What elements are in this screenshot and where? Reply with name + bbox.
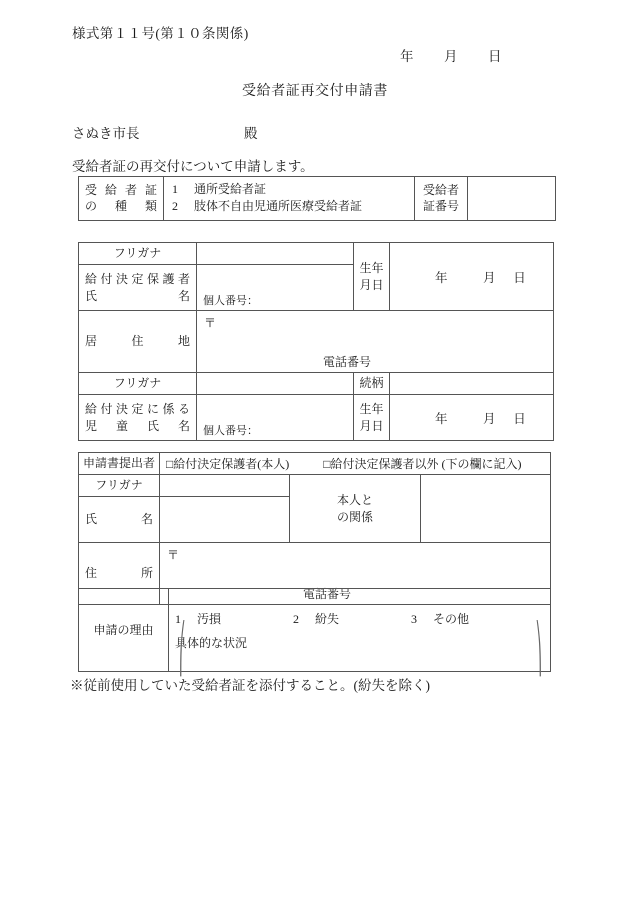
option-number: 3: [411, 611, 417, 626]
submitter-checkbox-cell: [160, 453, 551, 475]
child-relation-label: 続柄: [354, 373, 390, 395]
cert-number-label-line1: 受給者: [422, 183, 459, 198]
addressee-honorific: 殿: [244, 126, 258, 141]
table-row: [79, 373, 554, 395]
birth-day-label: 日: [513, 411, 526, 426]
reason-table: [78, 588, 551, 676]
submitter-furigana-input[interactable]: [160, 475, 290, 497]
submitter-relation-label-line1: 本人と: [336, 493, 373, 508]
submitter-tel-label: 電話番号: [302, 587, 351, 601]
birth-month-label: 月: [482, 270, 496, 285]
guardian-name-label-line2: 氏名: [85, 288, 190, 303]
residence-tel-field[interactable]: [197, 353, 553, 370]
page-title: 受給者証再交付申請書: [242, 84, 388, 99]
table-row: [79, 177, 556, 221]
submitter-address-label-text: 住所: [85, 566, 153, 581]
guardian-name-label-line1: 給付決定保護者: [85, 272, 190, 287]
postal-mark-icon: 〒: [204, 316, 217, 330]
reason-option-1[interactable]: [175, 610, 293, 627]
guardian-birth-input[interactable]: [390, 243, 554, 311]
reason-detail-label: 具体的な状況: [175, 635, 248, 650]
child-birth-input[interactable]: [390, 395, 554, 441]
option-number: 2: [293, 611, 299, 626]
child-birth-label-line2: 月日: [359, 418, 384, 433]
submitter-name-input[interactable]: [160, 497, 290, 543]
residence-tel-label: 電話番号: [322, 355, 371, 369]
addressee-name: さぬき市長: [72, 126, 140, 141]
child-mynumber-field[interactable]: [203, 422, 258, 438]
checkbox-other[interactable]: □給付決定保護者以外 (下の欄に記入): [323, 457, 522, 471]
birth-year-label: 年: [434, 270, 448, 285]
child-birth-label: [354, 395, 390, 441]
guardian-mynumber-field[interactable]: [203, 292, 258, 308]
submission-date-line: [400, 45, 502, 65]
child-name-label: [79, 395, 197, 441]
form-number: 様式第１１号(第１０条関係): [72, 26, 249, 41]
option-number: 1: [175, 611, 181, 626]
residence-input[interactable]: [197, 311, 554, 373]
guardian-birth-label: [354, 243, 390, 311]
guardian-birth-label-line2: 月日: [359, 277, 384, 292]
child-relation-input[interactable]: [390, 373, 554, 395]
submitter-relation-label-line2: の関係: [336, 509, 373, 524]
child-birth-label-line1: 生年: [359, 402, 384, 417]
postal-mark-icon: 〒: [167, 548, 180, 562]
option-text: 肢体不自由児通所医療受給者証: [194, 199, 363, 214]
bracket-open-icon: ⎛: [179, 621, 186, 676]
guardian-furigana-input[interactable]: [197, 243, 354, 265]
reason-option-list: [169, 610, 550, 627]
table-row: [79, 475, 551, 497]
guardian-mynumber-label: 個人番号：: [203, 295, 258, 307]
submitter-name-label: [79, 497, 160, 543]
cert-type-label: [79, 177, 164, 221]
submitter-name-label-text: 氏名: [85, 512, 153, 527]
child-furigana-label: フリガナ: [79, 373, 197, 395]
submitter-checkbox-group: [160, 453, 550, 474]
date-month-label: 月: [444, 49, 458, 64]
child-name-input[interactable]: [197, 395, 354, 441]
child-furigana-input[interactable]: [197, 373, 354, 395]
guardian-name-label: [79, 265, 197, 311]
option-number: 2: [172, 199, 178, 214]
option-text: その他: [433, 611, 470, 626]
cert-type-options-cell[interactable]: [164, 177, 415, 221]
option-text: 汚損: [197, 611, 222, 626]
submitter-label: 申請書提出者: [79, 453, 160, 475]
submitter-table: [78, 452, 551, 605]
cert-type-label-line2: の種類: [85, 199, 157, 214]
submitter-relation-input[interactable]: [420, 475, 550, 543]
cert-type-option-1[interactable]: [172, 181, 406, 198]
certificate-type-table: [78, 176, 556, 221]
child-mynumber-label: 個人番号：: [203, 425, 258, 437]
reason-body-cell: [169, 589, 551, 676]
table-row: [79, 453, 551, 475]
birth-day-label: 日: [513, 270, 526, 285]
table-row: [79, 589, 551, 672]
cert-number-label-line2: 証番号: [422, 199, 459, 214]
guardian-furigana-label: フリガナ: [79, 243, 197, 265]
birth-month-label: 月: [482, 411, 496, 426]
date-day-label: 日: [488, 49, 502, 64]
table-row: [79, 311, 554, 373]
table-row: [79, 243, 554, 265]
addressee: [72, 122, 258, 142]
child-name-label-line1: 給付決定に係る: [85, 402, 190, 417]
guardian-birth-label-line1: 生年: [359, 261, 384, 276]
birth-year-label: 年: [434, 411, 448, 426]
cert-type-label-line1: 受給者証: [85, 183, 157, 198]
residence-label-text: 居住地: [85, 334, 190, 349]
reason-option-2[interactable]: [293, 610, 411, 627]
person-info-table: [78, 242, 554, 441]
submitter-furigana-label: フリガナ: [79, 475, 160, 497]
reason-option-3[interactable]: [411, 610, 529, 627]
reason-detail-input[interactable]: [179, 621, 542, 676]
child-name-label-line2: 児童氏名: [85, 418, 190, 433]
guardian-name-input[interactable]: [197, 265, 354, 311]
checkbox-self[interactable]: □給付決定保護者(本人): [166, 457, 290, 471]
cert-number-input[interactable]: [468, 177, 556, 221]
option-text: 紛失: [315, 611, 340, 626]
bracket-close-icon: ⎞: [535, 621, 542, 676]
footer-note: ※従前使用していた受給者証を添付すること。(紛失を除く): [70, 678, 430, 693]
cert-number-label: [415, 177, 468, 221]
reason-label: 申請の理由: [79, 589, 169, 672]
submitter-relation-label: [290, 475, 420, 543]
intro-sentence: 受給者証の再交付について申請します。: [72, 159, 314, 174]
date-year-label: 年: [400, 49, 414, 64]
table-row: [79, 395, 554, 441]
cert-type-option-2[interactable]: [172, 198, 406, 215]
cert-type-option-list: [164, 177, 414, 220]
option-number: 1: [172, 182, 178, 196]
residence-label: [79, 311, 197, 373]
option-text: 通所受給者証: [194, 182, 267, 196]
